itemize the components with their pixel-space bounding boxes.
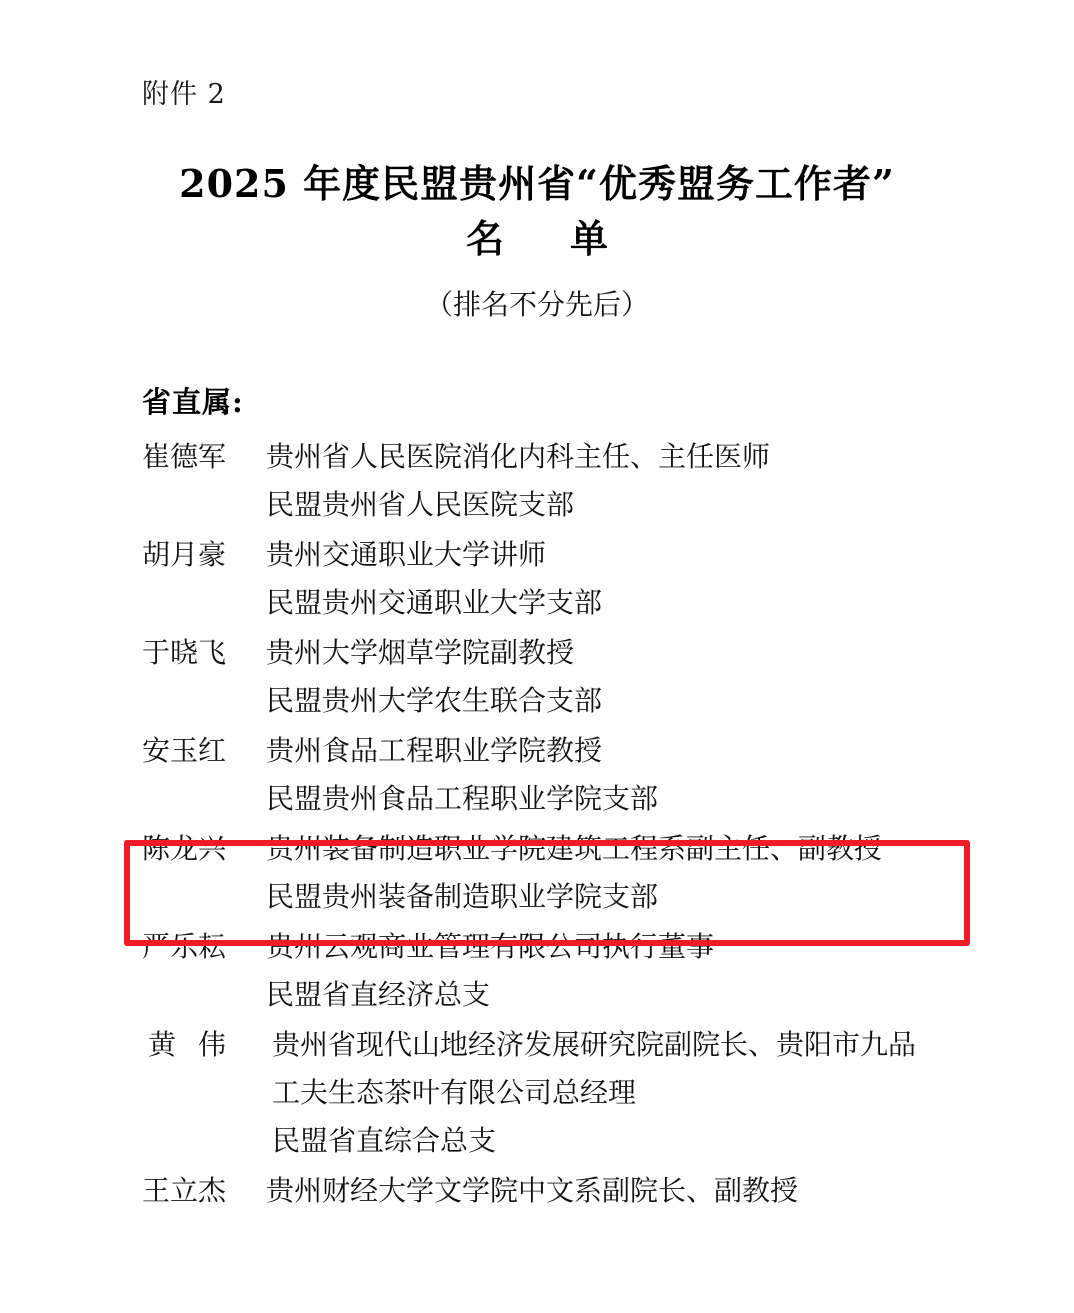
entry-line: 贵州交通职业大学讲师 (266, 538, 547, 571)
list-item (142, 629, 1002, 725)
entry-details (266, 629, 1002, 725)
entry-name: 胡月豪 (142, 538, 227, 571)
page-subtitle: （排名不分先后） (424, 288, 649, 321)
list-item (142, 531, 1002, 627)
entry-details (272, 1021, 1002, 1165)
entry-line: 贵州食品工程职业学院教授 (266, 734, 603, 767)
attachment-label: 附件 2 (142, 79, 226, 110)
title-line-1: 2025 年度民盟贵州省“优秀盟务工作者” (179, 161, 895, 206)
entry-line: 民盟省直经济总支 (266, 978, 491, 1011)
entry-line: 贵州装备制造职业学院建筑工程系副主任、副教授 (266, 832, 883, 865)
entry-line: 贵州省现代山地经济发展研究院副院长、贵阳市九品 (272, 1028, 917, 1061)
entry-details (266, 531, 1002, 627)
entry-details (266, 825, 1002, 921)
list-item (142, 1167, 1002, 1215)
entry-name: 陈龙兴 (142, 832, 227, 865)
entry-name: 黄伟 (148, 1028, 249, 1061)
entry-name: 安玉红 (142, 734, 227, 767)
entry-name: 于晓飞 (142, 636, 227, 669)
entry-details (266, 433, 1002, 529)
entry-name: 严乐耘 (142, 930, 227, 963)
entry-details (266, 923, 1002, 1019)
list-item-highlighted (142, 825, 1002, 921)
entry-line: 贵州云观商业管理有限公司执行董事 (266, 930, 715, 963)
entry-details (266, 727, 1002, 823)
entry-line: 民盟贵州大学农生联合支部 (266, 684, 603, 717)
entry-name: 崔德军 (142, 440, 227, 473)
entry-line: 民盟贵州交通职业大学支部 (266, 586, 603, 619)
entry-line: 民盟贵州食品工程职业学院支部 (266, 782, 659, 815)
page-title (0, 156, 1074, 266)
list-item (142, 923, 1002, 1019)
section-heading: 省直属: (142, 385, 244, 419)
list-item (142, 727, 1002, 823)
list-item (142, 1021, 1002, 1165)
entry-line: 贵州大学烟草学院副教授 (266, 636, 575, 669)
list-item (142, 433, 1002, 529)
entry-name: 王立杰 (142, 1174, 227, 1207)
entry-line: 民盟贵州省人民医院支部 (266, 488, 575, 521)
entry-line: 贵州财经大学文学院中文系副院长、副教授 (266, 1174, 799, 1207)
entry-line: 民盟贵州装备制造职业学院支部 (266, 880, 659, 913)
entry-line: 贵州省人民医院消化内科主任、主任医师 (266, 440, 771, 473)
title-line-2: 名 单 (465, 216, 622, 262)
entry-line: 民盟省直综合总支 (272, 1124, 497, 1157)
section-provincial-direct (142, 380, 1002, 1217)
entry-details (266, 1167, 1002, 1215)
entry-line: 工夫生态茶叶有限公司总经理 (272, 1076, 637, 1109)
